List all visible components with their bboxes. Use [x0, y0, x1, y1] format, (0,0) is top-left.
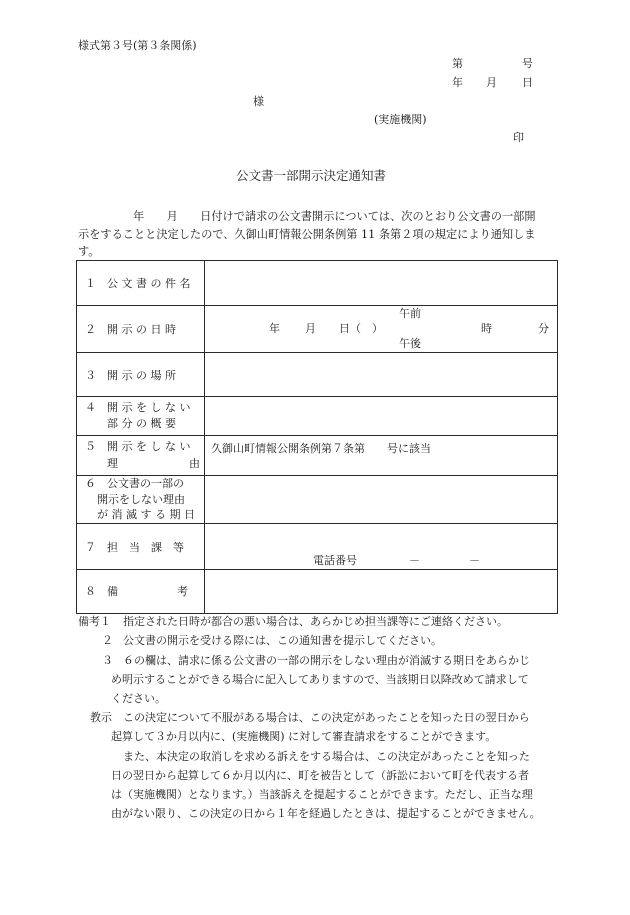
addressee-suffix: 様 [253, 95, 264, 108]
label-disclosure-place [77, 353, 205, 397]
label-text: 開示をしない理由 [97, 492, 185, 506]
dt-month: 月 [305, 322, 316, 335]
value-expiry-date [205, 476, 558, 524]
row-document-name [77, 261, 558, 306]
remarks-label: 備考１ [78, 615, 111, 628]
dt-pm: 午後 [399, 337, 421, 350]
label-text: 理 [107, 457, 118, 470]
intro-line-2: 示をすることと決定したので、久御山町情報公開条例第 11 条第２項の規定により通知しま [78, 227, 536, 241]
disclosure-table [76, 260, 558, 614]
label-text: ８ 備 [85, 585, 118, 598]
phone-label: 電話番号 [313, 554, 357, 567]
label-undisclosed-reason [77, 436, 205, 476]
dt-hour: 時 [481, 322, 492, 335]
document-title: 公文書一部開示決定通知書 [236, 168, 387, 183]
value-undisclosed-reason [205, 436, 558, 476]
label-text: １ 公 文 書 の 件 名 [85, 277, 191, 290]
instruction-text: は（実施機関）となります。）当該訴えを提起することができます。ただし、正当な理 [111, 788, 533, 802]
remark-text: 指定された日時が都合の悪い場合は、あらかじめ担当課等にご連絡ください。 [123, 615, 508, 628]
dt-year: 年 [269, 322, 280, 335]
label-text: 由 [189, 457, 200, 470]
remark-3-cont [78, 670, 564, 689]
remark-text: め明示することができる場合に記入してありますので、当該期日以降改めて請求して [111, 672, 529, 686]
label-department [77, 524, 205, 570]
instruction-line [78, 766, 564, 785]
label-text: ７ 担 当 課 等 [85, 540, 184, 554]
form-number: 様式第３号(第３条関係) [78, 39, 197, 52]
label-text: ６ 公文書の一部の [85, 477, 184, 491]
instruction-text: 起算して３か月以内に、(実施機関) に対して審査請求をすることができます。 [111, 730, 497, 744]
agency-label: (実施機関) [374, 113, 427, 126]
intro-line-3: す。 [78, 245, 100, 258]
row-undisclosed-reason [77, 436, 558, 476]
instruction-line [78, 708, 564, 727]
instruction-label: 教示 [90, 711, 112, 724]
value-disclosure-datetime [205, 306, 558, 353]
row-disclosure-datetime [77, 306, 558, 353]
label-undisclosed-summary [77, 397, 205, 436]
doc-number-suffix: 号 [522, 57, 533, 70]
date-month-label: 月 [486, 76, 497, 89]
dt-am: 午前 [399, 307, 421, 320]
instruction-text: この決定について不服がある場合は、この決定があったことを知った日の翌日から [123, 711, 530, 724]
instruction-line [78, 785, 564, 804]
label-document-name [77, 261, 205, 306]
remark-3-cont [78, 689, 564, 708]
seal-mark: 印 [513, 131, 524, 144]
remark-number: ２ [102, 634, 113, 648]
remark-number: ３ [102, 653, 113, 667]
label-text: ５ 開 示 を し な い [85, 440, 191, 453]
label-notes [77, 570, 205, 614]
label-text: ３ 開 示 の 場 所 [85, 368, 176, 382]
reason-text: 久御山町情報公開条例第７条第 号に該当 [211, 442, 431, 455]
instruction-line [78, 804, 564, 823]
instruction-text: 由がない限り、この決定の日から１年を経過したときは、提起することができません。 [111, 807, 541, 821]
remark-text: ６の欄は、請求に係る公文書の一部の開示をしない理由が消滅する期日をあらかじ [123, 653, 530, 667]
intro-paragraph [78, 208, 562, 261]
label-expiry-date [77, 476, 205, 524]
row-undisclosed-summary [77, 397, 558, 436]
phone-dash-1: － [409, 554, 420, 567]
remark-1 [78, 612, 564, 631]
value-disclosure-place [205, 353, 558, 397]
label-disclosure-datetime [77, 306, 205, 353]
dt-minute: 分 [538, 322, 549, 335]
date-day-label: 日 [522, 76, 533, 89]
instruction-text: また、本決定の取消しを求める訴えをする場合は、この決定があったことを知った [123, 749, 530, 763]
row-expiry-date [77, 476, 558, 524]
label-text: ２ 開 示 の 日 時 [85, 323, 176, 336]
row-notes [77, 570, 558, 614]
label-text: が 消 滅 す る 期 日 [97, 508, 195, 522]
value-notes [205, 570, 558, 614]
phone-dash-2: － [469, 554, 480, 567]
label-text: 考 [177, 585, 188, 598]
value-document-name [205, 261, 558, 306]
instruction-section [78, 708, 564, 824]
row-disclosure-place [77, 353, 558, 397]
instruction-text: 日の翌日から起算して６か月以内に、町を被告として（訴訟において町を代表する者 [111, 768, 529, 782]
instruction-line [78, 727, 564, 746]
instruction-line [78, 747, 564, 766]
doc-number-label: 第 [452, 57, 463, 70]
value-department [205, 524, 558, 570]
remark-text: ください。 [111, 692, 166, 706]
remarks-section [78, 612, 564, 708]
remark-2 [78, 631, 564, 650]
date-year-label: 年 [452, 76, 463, 89]
dt-day: 日（ ） [339, 322, 383, 335]
remark-3 [78, 651, 564, 670]
intro-line-1: 年 月 日付けで請求の公文書開示については、次のとおり公文書の一部開 [133, 210, 536, 223]
label-text: 部 分 の 概 要 [107, 417, 176, 430]
remark-text: 公文書の開示を受ける際には、この通知書を提示してください。 [123, 634, 442, 648]
row-department [77, 524, 558, 570]
value-undisclosed-summary [205, 397, 558, 436]
label-text: ４ 開 示 を し な い [85, 401, 191, 414]
